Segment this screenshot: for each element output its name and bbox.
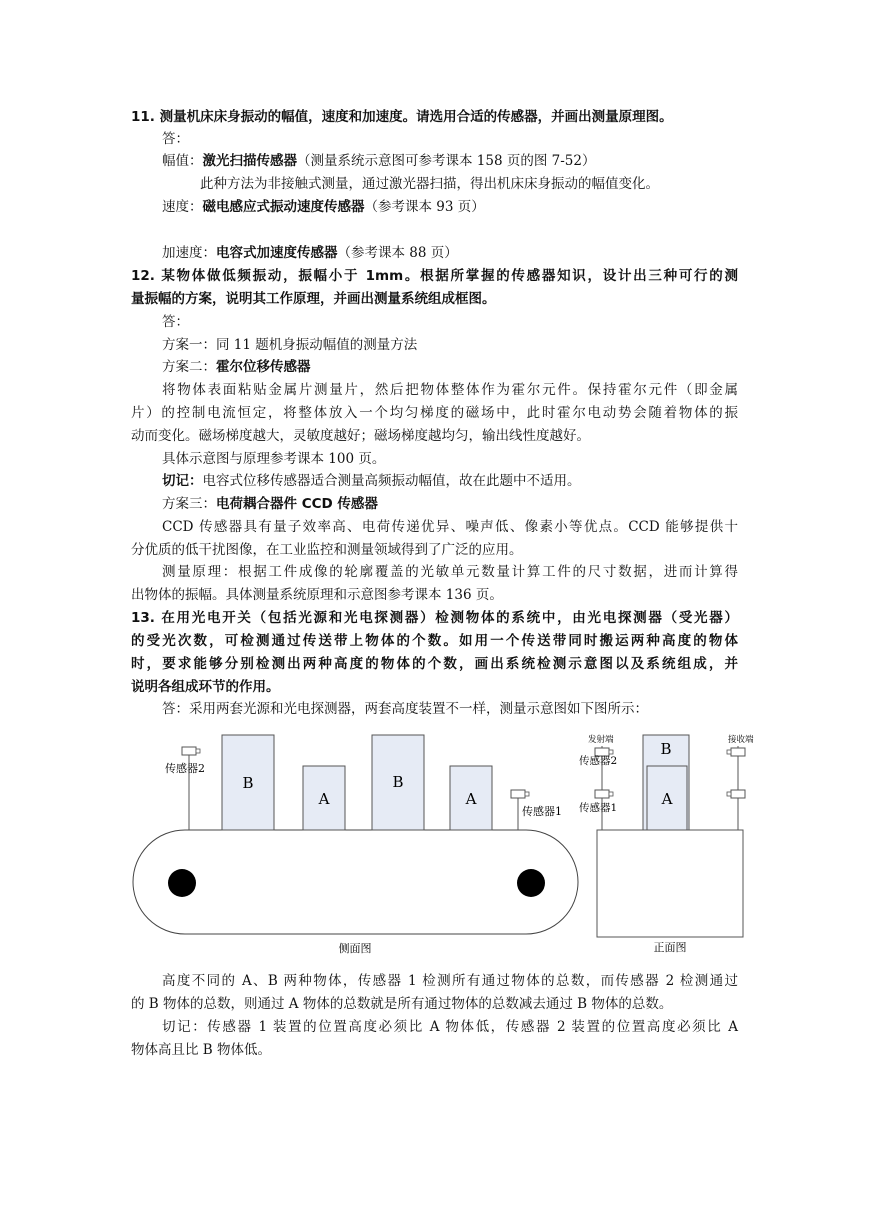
q13-title-line4: 说明各组成环节的作用。 (131, 679, 280, 695)
q13-answer: 答：采用两套光源和光电探测器，两套高度装置不一样，测量示意图如下图所示： (162, 701, 648, 717)
q13-p1-line1: 高度不同的 A、B 两种物体，传感器 1 检测所有通过物体的总数，而传感器 2 检测通过 (162, 973, 738, 989)
plan2-name: 霍尔位移传感器 (216, 359, 311, 375)
plan2-label: 方案二： (162, 359, 216, 375)
front-box-b-label: B (660, 740, 672, 758)
q11-velocity-line (162, 196, 485, 218)
q13-p2-line2: 物体高且比 B 物体低。 (131, 1042, 272, 1058)
vel-label: 速度： (162, 199, 203, 215)
q13-title-line2: 的受光次数，可检测通过传送带上物体的个数。如用一个传送带同时搬运两种高度的物体 (131, 633, 738, 649)
front-view-caption: 正面图 (653, 941, 687, 954)
q11-answer-label: 答： (162, 131, 189, 147)
q12-plan2-p2: 片）的控制电流恒定，将整体放入一个均匀梯度的磁场中，此时霍尔电动势会随着物体的振 (131, 405, 738, 421)
acc-label: 加速度： (162, 245, 216, 261)
receiver-label: 接收端 (728, 735, 754, 745)
q11-acceleration-line (162, 242, 458, 264)
emitter-sensor1-icon (595, 790, 609, 798)
roller-left (168, 869, 196, 897)
acc-sensor: 电容式加速度传感器 (216, 245, 338, 261)
q13-title-line1: 13. 在用光电开关（包括光源和光电探测器）检测物体的系统中，由光电探测器（受光器） (131, 610, 738, 626)
plan3-label: 方案三： (162, 496, 216, 512)
emitter-label: 发射端 (588, 735, 614, 745)
side-view (133, 735, 578, 955)
box-b-1-label: B (242, 774, 254, 792)
sensor1-icon (511, 790, 525, 798)
q12-plan2-ref: 具体示意图与原理参考课本 100 页。 (162, 451, 386, 467)
receiver-sensor1-icon (731, 790, 745, 798)
q12-plan2-p3: 动而变化。磁场梯度越大，灵敏度越好；磁场梯度越均匀，输出线性度越好。 (131, 428, 590, 444)
q13-p1-line2: 的 B 物体的总数，则通过 A 物体的总数就是所有通过物体的总数减去通过 B 物体的总数。 (131, 996, 673, 1012)
q12-plan2-p1: 将物体表面粘贴金属片测量片，然后把物体整体作为霍尔元件。保持霍尔元件（即金属 (162, 382, 738, 398)
sensor1-label: 传感器1 (522, 805, 562, 818)
front-box-a-label: A (661, 790, 673, 808)
front-view (579, 734, 754, 954)
q13-title-line3: 时，要求能够分别检测出两种高度的物体的个数，画出系统检测示意图以及系统组成，并 (131, 656, 738, 672)
sensor1-lens (525, 792, 529, 796)
sensor2-icon (182, 747, 196, 755)
emitter-sensor1-lens (609, 792, 613, 796)
q11-amp-desc: 此种方法为非接触式测量，通过激光器扫描，得出机床床身振动的幅值变化。 (200, 176, 659, 192)
box-a-2-label: A (465, 790, 477, 808)
box-a-1-label: A (318, 790, 330, 808)
side-view-caption: 侧面图 (338, 942, 372, 955)
receiver-sensor2-icon (731, 748, 745, 756)
emitter-sensor2-lens (609, 750, 613, 754)
roller-right (517, 869, 545, 897)
q13-p2-line1: 切记：传感器 1 装置的位置高度必须比 A 物体低，传感器 2 装置的位置高度必须比 A (162, 1019, 738, 1035)
q11-title: 11. 测量机床床身振动的幅值，速度和加速度。请选用合适的传感器，并画出测量原理图。 (131, 109, 673, 125)
q12-caution-line (162, 470, 581, 492)
receiver-sensor2-lens (727, 750, 731, 754)
q11-amplitude-line (162, 150, 595, 172)
front-sensor2-label: 传感器2 (579, 755, 618, 767)
caution-text: 电容式位移传感器适合测量高频振动幅值，故在此题中不适用。 (202, 473, 581, 489)
q12-plan3-p3: 测量原理：根据工件成像的轮廓覆盖的光敏单元数量计算工件的尺寸数据，进而计算得 (162, 564, 738, 580)
q12-plan3-p2: 分优质的低干扰图像，在工业监控和测量领域得到了广泛的应用。 (131, 542, 523, 558)
amp-note: （测量系统示意图可参考课本 158 页的图 7-52） (297, 153, 596, 169)
q12-title-line2: 量振幅的方案，说明其工作原理，并画出测量系统组成框图。 (131, 291, 496, 307)
measurement-diagram (125, 724, 754, 960)
acc-note: （参考课本 88 页） (337, 245, 458, 261)
box-b-2-label: B (392, 773, 404, 791)
conveyor-belt (133, 830, 578, 934)
front-sensor1-label: 传感器1 (579, 802, 618, 814)
caution-label: 切记： (162, 473, 203, 489)
q12-plan3-heading (162, 493, 378, 515)
plan3-name: 电荷耦合器件 CCD 传感器 (216, 496, 378, 512)
q12-title-line1: 12. 某物体做低频振动，振幅小于 1mm。根据所掌握的传感器知识，设计出三种可行的测 (131, 268, 738, 284)
q12-plan2-heading (162, 356, 311, 378)
front-base (597, 830, 743, 937)
q12-answer-label: 答： (162, 314, 189, 330)
q12-plan3-p4: 出物体的振幅。具体测量系统原理和示意图参考课本 136 页。 (131, 587, 503, 603)
q12-plan1: 方案一：同 11 题机身振动幅值的测量方法 (162, 337, 418, 353)
sensor2-label: 传感器2 (165, 762, 205, 775)
amp-label: 幅值： (162, 153, 203, 169)
amp-sensor: 激光扫描传感器 (202, 153, 297, 169)
vel-note: （参考课本 93 页） (364, 199, 485, 215)
q12-plan3-p1: CCD 传感器具有量子效率高、电荷传递优异、噪声低、像素小等优点。CCD 能够提供十 (162, 519, 738, 535)
receiver-sensor1-lens (727, 792, 731, 796)
sensor2-lens (196, 749, 200, 753)
vel-sensor: 磁电感应式振动速度传感器 (202, 199, 365, 215)
